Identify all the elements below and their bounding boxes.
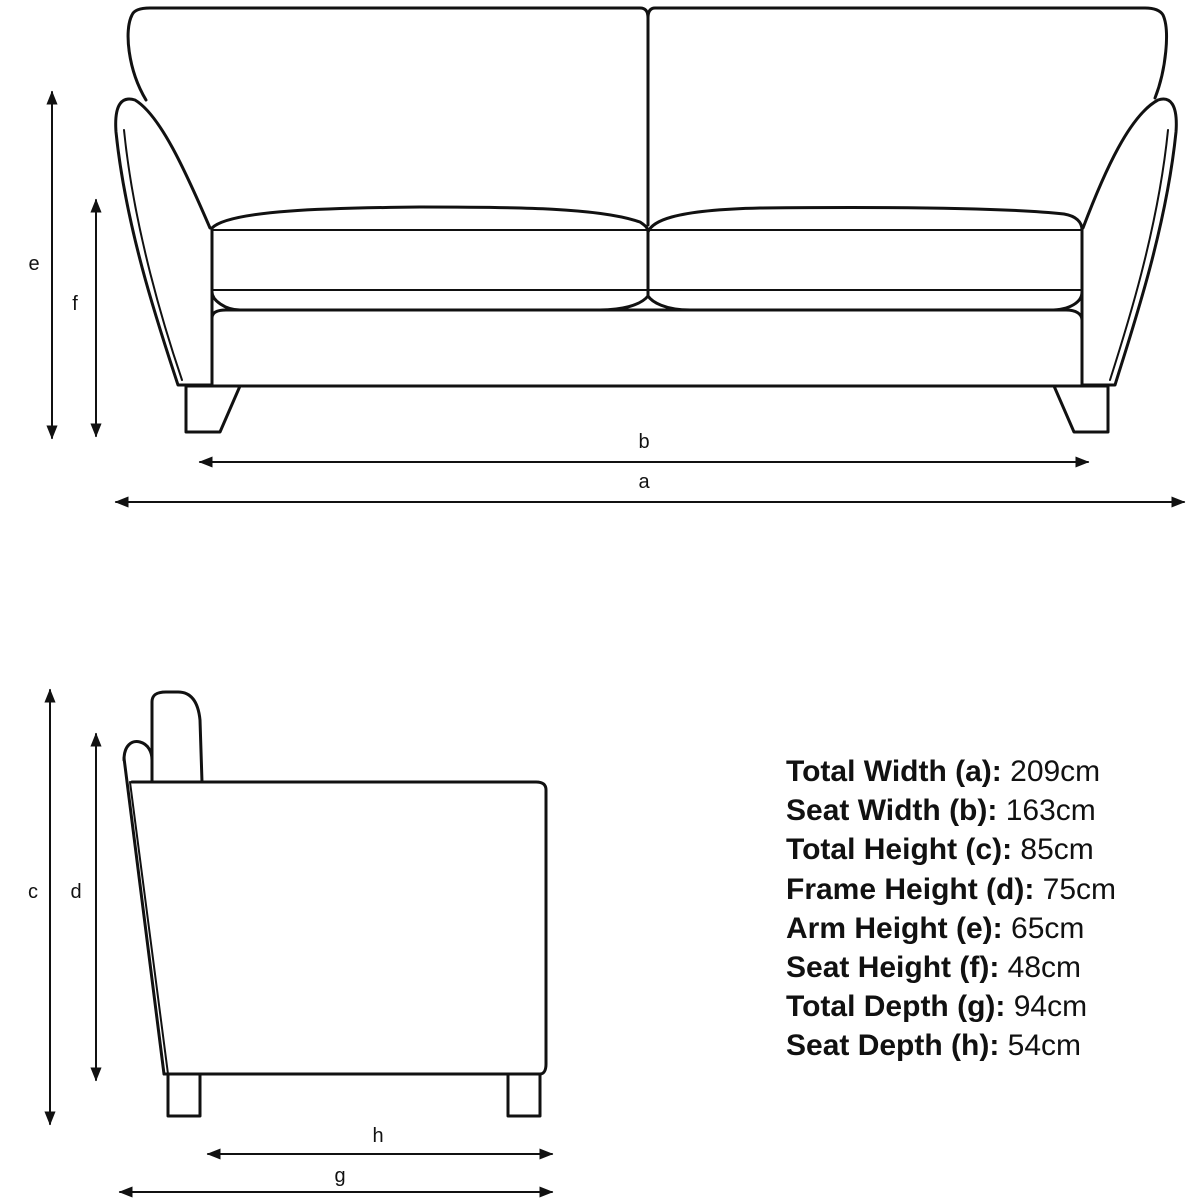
side-body — [124, 758, 546, 1074]
spec-seat-height — [786, 948, 1116, 987]
front-dimension-arrows — [28, 92, 1184, 502]
spec-total-height — [786, 830, 1116, 869]
dim-label-f: f — [72, 293, 78, 315]
spec-label: Seat Height (f): — [786, 951, 1000, 985]
spec-seat-width — [786, 791, 1116, 830]
left-arm — [116, 99, 212, 385]
spec-value: 163cm — [997, 794, 1096, 828]
spec-label: Frame Height (d): — [786, 872, 1035, 906]
dim-label-a: a — [638, 471, 650, 493]
spec-value: 209cm — [1001, 755, 1101, 788]
spec-value: 94cm — [1005, 990, 1088, 1024]
dim-label-e: e — [28, 253, 40, 275]
spec-seat-depth — [786, 1026, 1116, 1065]
spec-label: Seat Depth (h): — [786, 1029, 1000, 1063]
spec-total-width — [786, 752, 1116, 791]
sofa-base — [212, 310, 1082, 386]
dim-label-d: d — [70, 881, 82, 903]
spec-value: 48cm — [999, 951, 1082, 985]
right-arm — [1082, 99, 1176, 385]
spec-value: 54cm — [999, 1029, 1082, 1063]
dim-label-g: g — [334, 1165, 346, 1187]
spec-label: Total Height (c): — [786, 833, 1013, 867]
sofa-side-view — [124, 692, 546, 1116]
spec-total-depth — [786, 987, 1116, 1026]
dim-label-b: b — [638, 431, 650, 453]
front-right-leg — [1054, 386, 1108, 432]
spec-value: 65cm — [1002, 911, 1085, 945]
spec-frame-height — [786, 870, 1116, 909]
back-cushion-right — [648, 8, 1166, 98]
spec-label: Seat Width (b): — [786, 794, 998, 828]
dim-label-c: c — [28, 881, 38, 903]
side-arm-top — [124, 742, 152, 782]
seat-cushion-right — [648, 208, 1082, 310]
spec-label: Arm Height (e): — [786, 911, 1003, 945]
spec-label: Total Depth (g): — [786, 990, 1006, 1024]
side-back-leg — [508, 1074, 540, 1116]
dimension-spec-list — [786, 752, 1116, 1066]
spec-arm-height — [786, 909, 1116, 948]
side-front-leg — [168, 1074, 200, 1116]
sofa-front-view — [116, 8, 1177, 432]
dim-label-h: h — [372, 1125, 384, 1147]
front-left-leg — [186, 386, 240, 432]
seat-cushion-left — [212, 207, 648, 310]
side-back-cushion — [152, 692, 202, 782]
spec-value: 85cm — [1012, 833, 1094, 867]
side-dimension-arrows — [28, 690, 552, 1192]
spec-label: Total Width (a): — [786, 755, 1002, 788]
back-cushion-left — [128, 8, 648, 225]
spec-value: 75cm — [1034, 872, 1117, 906]
